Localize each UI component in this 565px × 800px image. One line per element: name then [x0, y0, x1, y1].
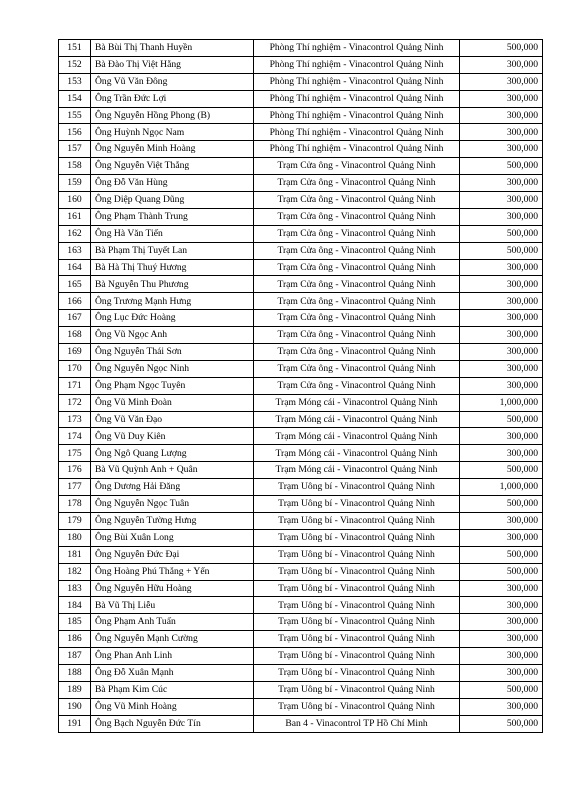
- row-number: 173: [59, 411, 91, 428]
- donor-name: Ông Phạm Thành Trung: [91, 208, 254, 225]
- donor-name: Ông Nguyễn Đức Đại: [91, 546, 254, 563]
- table-row: [59, 73, 543, 90]
- donation-amount: 300,000: [460, 512, 543, 529]
- table-row: [59, 479, 543, 496]
- row-number: 158: [59, 158, 91, 175]
- row-number: 186: [59, 631, 91, 648]
- donor-unit: Trạm Cửa ông - Vinacontrol Quảng Ninh: [254, 158, 460, 175]
- donation-amount: 300,000: [460, 192, 543, 209]
- donor-name: Bà Vũ Quỳnh Anh + Quân: [91, 462, 254, 479]
- donor-table-body: [59, 40, 543, 733]
- donor-name: Ông Phạm Ngọc Tuyên: [91, 377, 254, 394]
- table-row: [59, 259, 543, 276]
- donation-amount: 500,000: [460, 242, 543, 259]
- table-row: [59, 698, 543, 715]
- donation-amount: 300,000: [460, 276, 543, 293]
- table-row: [59, 664, 543, 681]
- donor-name: Ông Trương Mạnh Hưng: [91, 293, 254, 310]
- donor-unit: Trạm Cửa ông - Vinacontrol Quảng Ninh: [254, 293, 460, 310]
- donor-unit: Trạm Uông bí - Vinacontrol Quảng Ninh: [254, 681, 460, 698]
- table-row: [59, 360, 543, 377]
- donor-unit: Trạm Móng cái - Vinacontrol Quảng Ninh: [254, 445, 460, 462]
- donor-unit: Trạm Uông bí - Vinacontrol Quảng Ninh: [254, 614, 460, 631]
- donation-amount: 300,000: [460, 344, 543, 361]
- donor-unit: Phòng Thí nghiệm - Vinacontrol Quảng Ninh: [254, 90, 460, 107]
- donor-name: Ông Hoàng Phú Thắng + Yến: [91, 563, 254, 580]
- row-number: 188: [59, 664, 91, 681]
- donor-name: Ông Bùi Xuân Long: [91, 529, 254, 546]
- table-row: [59, 124, 543, 141]
- row-number: 159: [59, 175, 91, 192]
- row-number: 161: [59, 208, 91, 225]
- row-number: 183: [59, 580, 91, 597]
- donor-unit: Trạm Cửa ông - Vinacontrol Quảng Ninh: [254, 242, 460, 259]
- table-row: [59, 225, 543, 242]
- donation-amount: 300,000: [460, 107, 543, 124]
- donor-name: Ông Nguyễn Ngọc Ninh: [91, 360, 254, 377]
- donor-unit: Trạm Uông bí - Vinacontrol Quảng Ninh: [254, 529, 460, 546]
- row-number: 152: [59, 56, 91, 73]
- table-row: [59, 512, 543, 529]
- donor-unit: Trạm Móng cái - Vinacontrol Quảng Ninh: [254, 394, 460, 411]
- donation-amount: 500,000: [460, 225, 543, 242]
- row-number: 151: [59, 40, 91, 57]
- row-number: 156: [59, 124, 91, 141]
- donation-amount: 300,000: [460, 648, 543, 665]
- donation-amount: 500,000: [460, 411, 543, 428]
- donor-name: Bà Đào Thị Việt Hằng: [91, 56, 254, 73]
- row-number: 154: [59, 90, 91, 107]
- donor-name: Ông Vũ Ngọc Anh: [91, 327, 254, 344]
- donation-amount: 300,000: [460, 377, 543, 394]
- donor-unit: Trạm Uông bí - Vinacontrol Quảng Ninh: [254, 664, 460, 681]
- donor-unit: Trạm Cửa ông - Vinacontrol Quảng Ninh: [254, 344, 460, 361]
- donor-unit: Trạm Uông bí - Vinacontrol Quảng Ninh: [254, 597, 460, 614]
- table-row: [59, 208, 543, 225]
- donor-name: Ông Vũ Duy Kiên: [91, 428, 254, 445]
- row-number: 187: [59, 648, 91, 665]
- row-number: 179: [59, 512, 91, 529]
- table-row: [59, 141, 543, 158]
- donor-unit: Trạm Uông bí - Vinacontrol Quảng Ninh: [254, 479, 460, 496]
- donor-name: Ông Nguyễn Thái Sơn: [91, 344, 254, 361]
- donor-unit: Trạm Cửa ông - Vinacontrol Quảng Ninh: [254, 327, 460, 344]
- donation-amount: 300,000: [460, 360, 543, 377]
- donation-amount: 1,000,000: [460, 479, 543, 496]
- donation-amount: 300,000: [460, 310, 543, 327]
- donor-unit: Ban 4 - Vinacontrol TP Hồ Chí Minh: [254, 715, 460, 732]
- table-row: [59, 107, 543, 124]
- table-row: [59, 648, 543, 665]
- donor-unit: Phòng Thí nghiệm - Vinacontrol Quảng Ninh: [254, 124, 460, 141]
- donation-amount: 300,000: [460, 614, 543, 631]
- row-number: 184: [59, 597, 91, 614]
- donation-amount: 300,000: [460, 428, 543, 445]
- table-row: [59, 175, 543, 192]
- donor-name: Ông Nguyễn Việt Thắng: [91, 158, 254, 175]
- donation-amount: 300,000: [460, 259, 543, 276]
- table-row: [59, 546, 543, 563]
- table-row: [59, 377, 543, 394]
- donation-amount: 500,000: [460, 496, 543, 513]
- donor-name: Ông Ngô Quang Lượng: [91, 445, 254, 462]
- donor-unit: Trạm Cửa ông - Vinacontrol Quảng Ninh: [254, 310, 460, 327]
- row-number: 164: [59, 259, 91, 276]
- donation-amount: 300,000: [460, 90, 543, 107]
- donor-unit: Phòng Thí nghiệm - Vinacontrol Quảng Ninh: [254, 141, 460, 158]
- table-row: [59, 56, 543, 73]
- table-row: [59, 631, 543, 648]
- donor-unit: Trạm Móng cái - Vinacontrol Quảng Ninh: [254, 428, 460, 445]
- row-number: 162: [59, 225, 91, 242]
- donation-amount: 300,000: [460, 124, 543, 141]
- donation-amount: 300,000: [460, 56, 543, 73]
- row-number: 182: [59, 563, 91, 580]
- table-row: [59, 411, 543, 428]
- donation-amount: 300,000: [460, 631, 543, 648]
- donor-name: Ông Phan Anh Linh: [91, 648, 254, 665]
- row-number: 170: [59, 360, 91, 377]
- row-number: 157: [59, 141, 91, 158]
- donation-amount: 500,000: [460, 681, 543, 698]
- table-row: [59, 715, 543, 732]
- donor-unit: Trạm Uông bí - Vinacontrol Quảng Ninh: [254, 631, 460, 648]
- row-number: 167: [59, 310, 91, 327]
- row-number: 153: [59, 73, 91, 90]
- table-row: [59, 242, 543, 259]
- donor-unit: Trạm Uông bí - Vinacontrol Quảng Ninh: [254, 512, 460, 529]
- donor-unit: Trạm Cửa ông - Vinacontrol Quảng Ninh: [254, 276, 460, 293]
- table-row: [59, 90, 543, 107]
- donor-name: Bà Phạm Kim Cúc: [91, 681, 254, 698]
- donor-name: Ông Đỗ Xuân Mạnh: [91, 664, 254, 681]
- table-row: [59, 310, 543, 327]
- donor-name: Ông Nguyễn Hồng Phong (B): [91, 107, 254, 124]
- donation-amount: 300,000: [460, 698, 543, 715]
- donor-name: Ông Nguyễn Hữu Hoàng: [91, 580, 254, 597]
- donation-amount: 300,000: [460, 445, 543, 462]
- donor-unit: Trạm Cửa ông - Vinacontrol Quảng Ninh: [254, 377, 460, 394]
- donation-amount: 300,000: [460, 580, 543, 597]
- donation-amount: 300,000: [460, 73, 543, 90]
- donor-name: Ông Bạch Nguyễn Đức Tín: [91, 715, 254, 732]
- donation-amount: 500,000: [460, 158, 543, 175]
- donation-amount: 300,000: [460, 141, 543, 158]
- table-row: [59, 496, 543, 513]
- row-number: 155: [59, 107, 91, 124]
- donor-name: Bà Phạm Thị Tuyết Lan: [91, 242, 254, 259]
- donor-unit: Trạm Cửa ông - Vinacontrol Quảng Ninh: [254, 192, 460, 209]
- table-row: [59, 293, 543, 310]
- donor-name: Bà Vũ Thị Liễu: [91, 597, 254, 614]
- donor-name: Bà Hà Thị Thuý Hương: [91, 259, 254, 276]
- row-number: 181: [59, 546, 91, 563]
- donor-unit: Phòng Thí nghiệm - Vinacontrol Quảng Ninh: [254, 107, 460, 124]
- donor-unit: Phòng Thí nghiệm - Vinacontrol Quảng Ninh: [254, 40, 460, 57]
- donation-amount: 500,000: [460, 546, 543, 563]
- donor-name: Ông Diệp Quang Dũng: [91, 192, 254, 209]
- donor-unit: Trạm Cửa ông - Vinacontrol Quảng Ninh: [254, 259, 460, 276]
- row-number: 168: [59, 327, 91, 344]
- donor-name: Ông Dương Hải Đăng: [91, 479, 254, 496]
- donor-name: Ông Nguyễn Minh Hoàng: [91, 141, 254, 158]
- donation-amount: 300,000: [460, 208, 543, 225]
- donor-unit: Trạm Cửa ông - Vinacontrol Quảng Ninh: [254, 225, 460, 242]
- table-row: [59, 394, 543, 411]
- donor-unit: Trạm Uông bí - Vinacontrol Quảng Ninh: [254, 648, 460, 665]
- row-number: 185: [59, 614, 91, 631]
- donor-name: Ông Nguyễn Mạnh Cường: [91, 631, 254, 648]
- row-number: 176: [59, 462, 91, 479]
- table-row: [59, 580, 543, 597]
- row-number: 163: [59, 242, 91, 259]
- donor-unit: Phòng Thí nghiệm - Vinacontrol Quảng Ninh: [254, 56, 460, 73]
- row-number: 171: [59, 377, 91, 394]
- donor-name: Ông Nguyễn Tường Hưng: [91, 512, 254, 529]
- donor-unit: Phòng Thí nghiệm - Vinacontrol Quảng Ninh: [254, 73, 460, 90]
- donation-amount: 300,000: [460, 327, 543, 344]
- donor-name: Ông Huỳnh Ngọc Nam: [91, 124, 254, 141]
- row-number: 190: [59, 698, 91, 715]
- donor-name: Ông Vũ Minh Hoàng: [91, 698, 254, 715]
- donation-amount: 1,000,000: [460, 394, 543, 411]
- table-row: [59, 192, 543, 209]
- table-row: [59, 614, 543, 631]
- donor-unit: Trạm Uông bí - Vinacontrol Quảng Ninh: [254, 580, 460, 597]
- donor-unit: Trạm Cửa ông - Vinacontrol Quảng Ninh: [254, 208, 460, 225]
- donation-amount: 500,000: [460, 462, 543, 479]
- row-number: 166: [59, 293, 91, 310]
- table-row: [59, 276, 543, 293]
- table-row: [59, 428, 543, 445]
- donor-name: Ông Đỗ Văn Hùng: [91, 175, 254, 192]
- row-number: 189: [59, 681, 91, 698]
- table-row: [59, 597, 543, 614]
- row-number: 174: [59, 428, 91, 445]
- table-row: [59, 445, 543, 462]
- donation-amount: 300,000: [460, 529, 543, 546]
- donor-name: Ông Vũ Văn Đạo: [91, 411, 254, 428]
- donor-unit: Trạm Uông bí - Vinacontrol Quảng Ninh: [254, 496, 460, 513]
- donation-amount: 300,000: [460, 597, 543, 614]
- donor-name: Ông Lục Đức Hoàng: [91, 310, 254, 327]
- row-number: 165: [59, 276, 91, 293]
- table-row: [59, 681, 543, 698]
- donor-unit: Trạm Móng cái - Vinacontrol Quảng Ninh: [254, 411, 460, 428]
- donor-unit: Trạm Uông bí - Vinacontrol Quảng Ninh: [254, 698, 460, 715]
- table-row: [59, 529, 543, 546]
- row-number: 160: [59, 192, 91, 209]
- row-number: 191: [59, 715, 91, 732]
- table-row: [59, 327, 543, 344]
- donor-name: Ông Vũ Minh Đoàn: [91, 394, 254, 411]
- donor-unit: Trạm Cửa ông - Vinacontrol Quảng Ninh: [254, 175, 460, 192]
- donor-name: Bà Bùi Thị Thanh Huyền: [91, 40, 254, 57]
- row-number: 175: [59, 445, 91, 462]
- donor-name: Ông Vũ Văn Đông: [91, 73, 254, 90]
- table-row: [59, 158, 543, 175]
- donor-name: Ông Phạm Anh Tuấn: [91, 614, 254, 631]
- donor-unit: Trạm Móng cái - Vinacontrol Quảng Ninh: [254, 462, 460, 479]
- donor-name: Ông Trần Đức Lợi: [91, 90, 254, 107]
- donor-name: Ông Hà Văn Tiến: [91, 225, 254, 242]
- donor-name: Bà Nguyễn Thu Phương: [91, 276, 254, 293]
- row-number: 180: [59, 529, 91, 546]
- table-row: [59, 462, 543, 479]
- donor-unit: Trạm Uông bí - Vinacontrol Quảng Ninh: [254, 563, 460, 580]
- donation-amount: 300,000: [460, 175, 543, 192]
- row-number: 177: [59, 479, 91, 496]
- donation-amount: 300,000: [460, 664, 543, 681]
- table-row: [59, 40, 543, 57]
- table-row: [59, 563, 543, 580]
- donor-table: [58, 39, 543, 733]
- donor-name: Ông Nguyễn Ngọc Tuân: [91, 496, 254, 513]
- row-number: 172: [59, 394, 91, 411]
- donation-amount: 500,000: [460, 715, 543, 732]
- row-number: 178: [59, 496, 91, 513]
- table-row: [59, 344, 543, 361]
- donation-amount: 500,000: [460, 40, 543, 57]
- row-number: 169: [59, 344, 91, 361]
- donor-unit: Trạm Uông bí - Vinacontrol Quảng Ninh: [254, 546, 460, 563]
- donor-unit: Trạm Cửa ông - Vinacontrol Quảng Ninh: [254, 360, 460, 377]
- donation-amount: 500,000: [460, 563, 543, 580]
- donation-amount: 300,000: [460, 293, 543, 310]
